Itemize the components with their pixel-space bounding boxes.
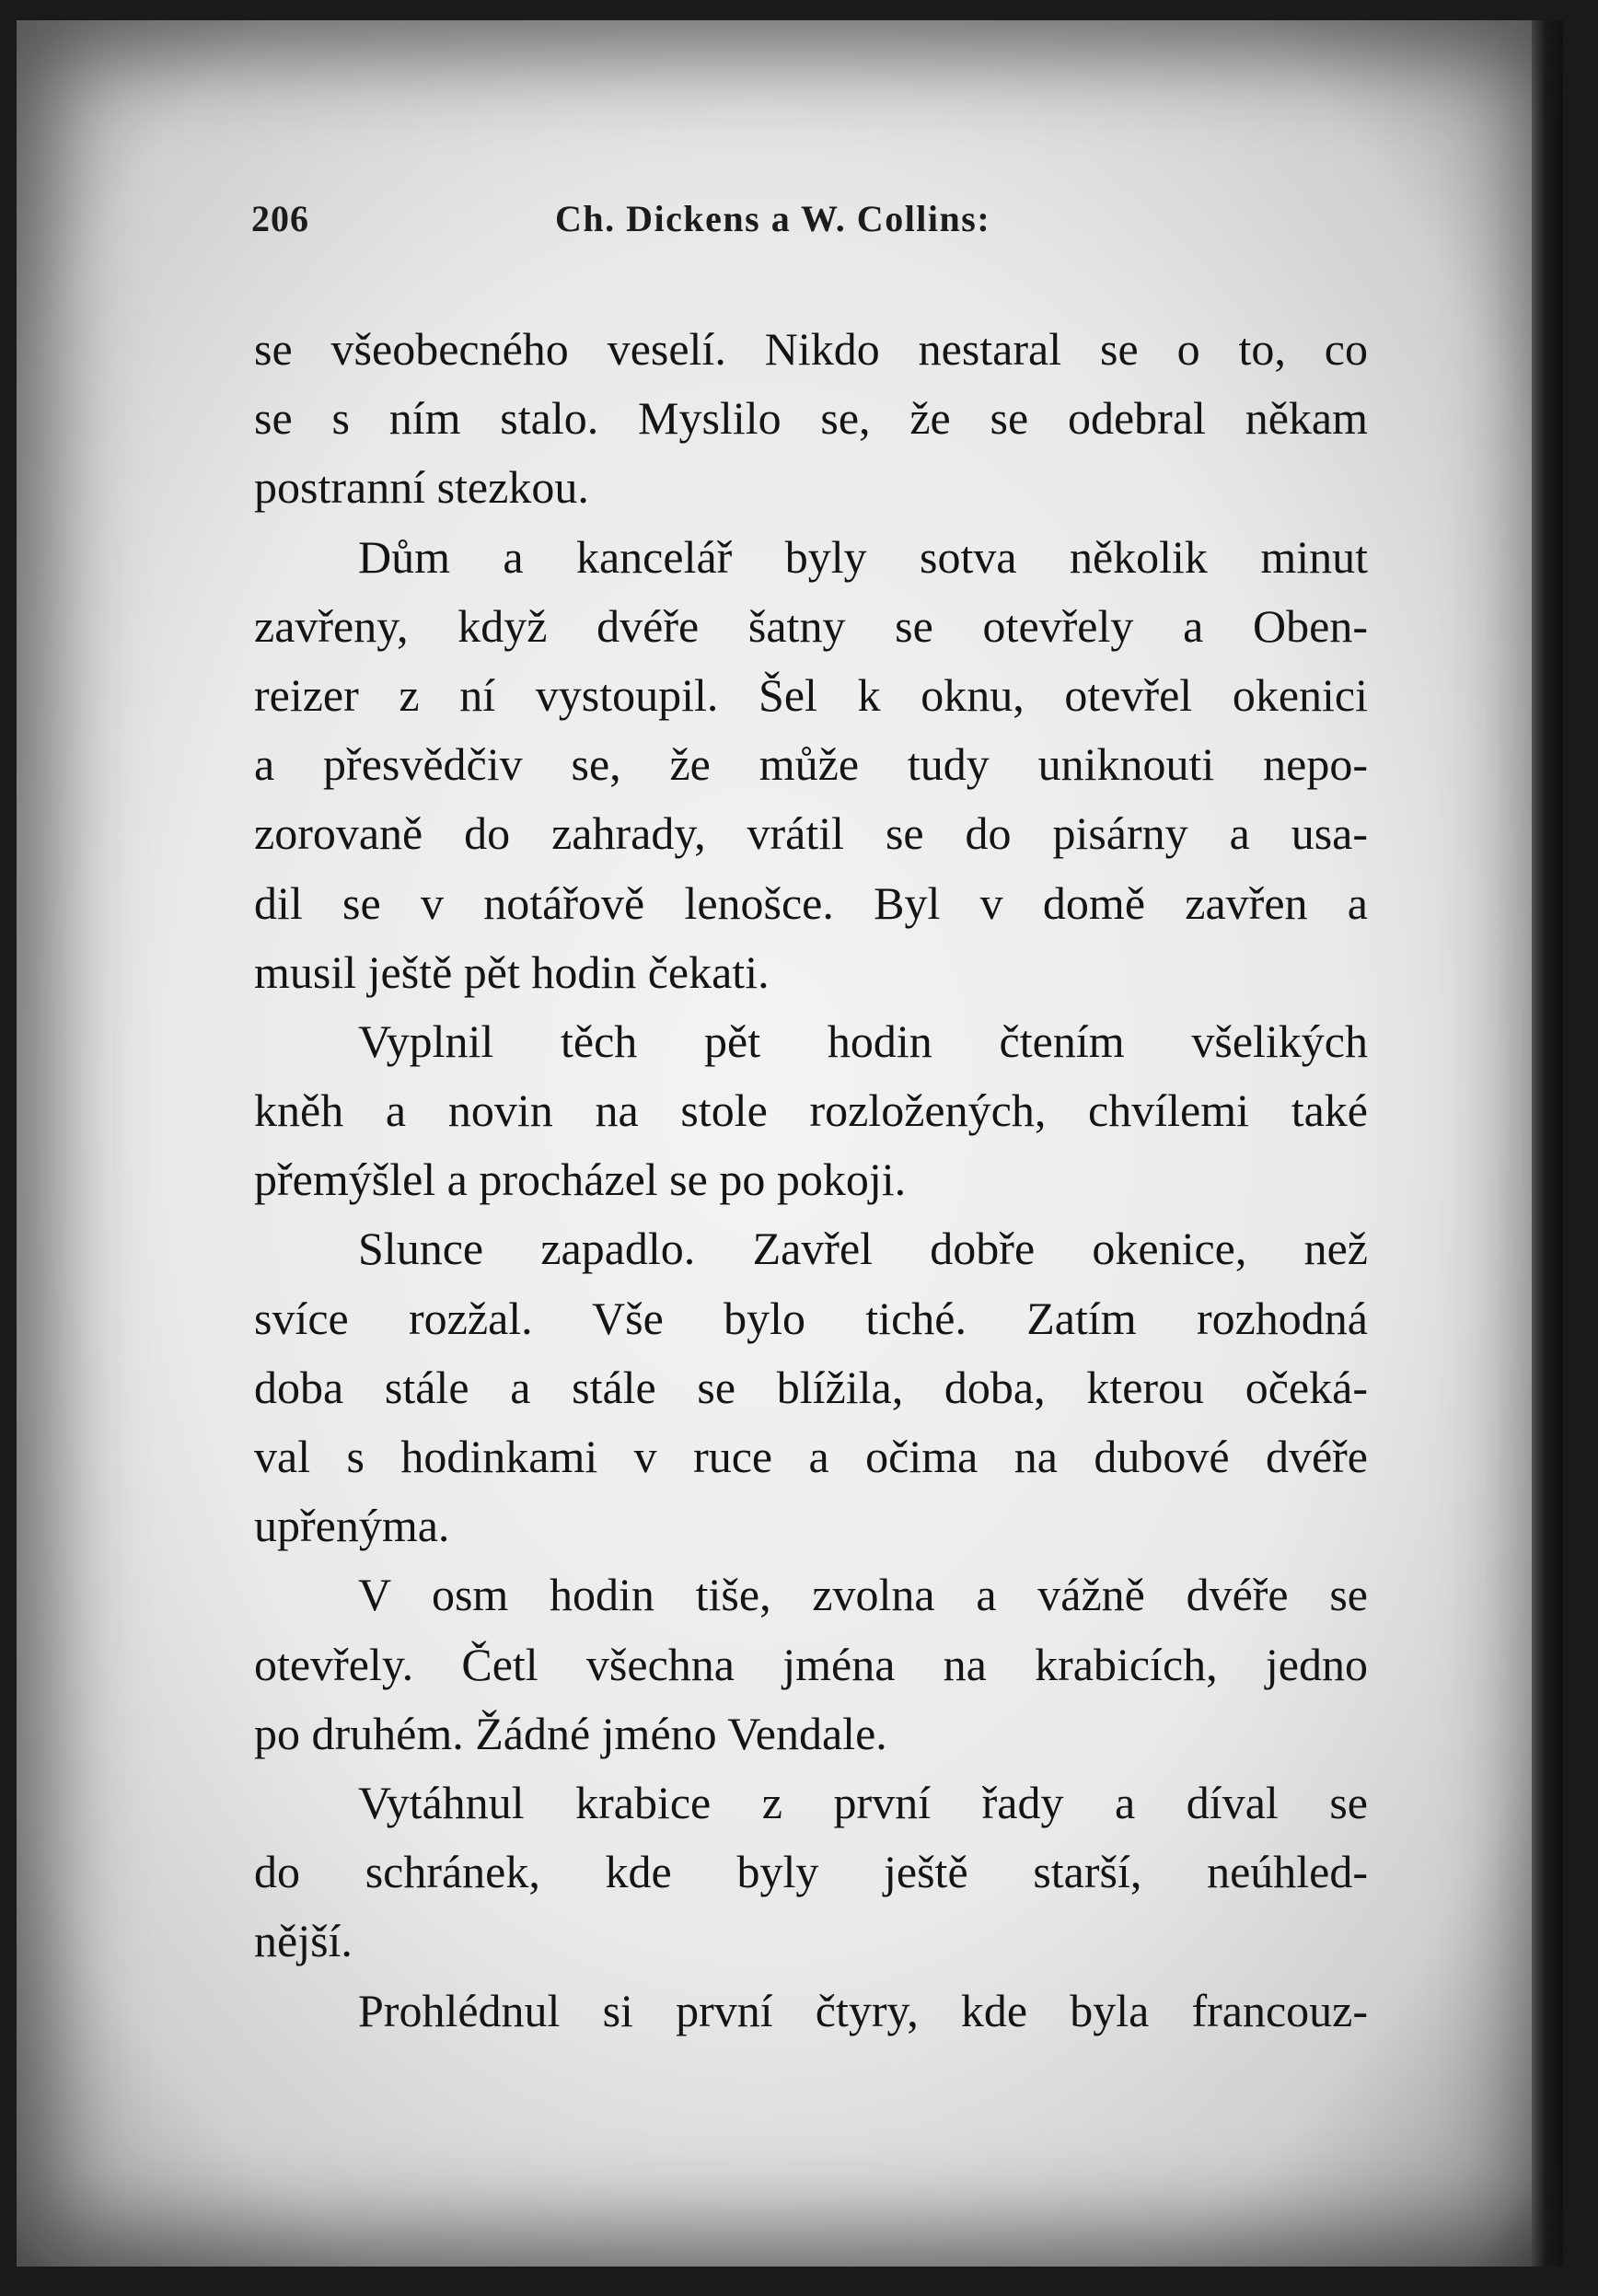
text-line: dil se v notářově lenošce. Byl v domě zavřen a xyxy=(254,876,1368,929)
text-line: po druhém. Žádné jméno Vendale. xyxy=(254,1707,887,1759)
text-line: Vyplnil těch pět hodin čtením všelikých xyxy=(358,1015,1368,1067)
text-line: do schránek, kde byly ještě starší, neúhled- xyxy=(254,1846,1368,1898)
text-line: musil ještě pět hodin čekati. xyxy=(254,945,770,998)
page-header xyxy=(251,197,1080,252)
text-line: svíce rozžal. Vše bylo tiché. Zatím rozhodná xyxy=(254,1292,1368,1344)
text-line: otevřely. Četl všechna jména na krabicích, jedno xyxy=(254,1638,1368,1690)
text-line: přemýšlel a procházel se po pokoji. xyxy=(254,1154,907,1206)
text-line: Slunce zapadlo. Zavřel dobře okenice, než xyxy=(358,1223,1368,1275)
text-line: Dům a kancelář byly sotva několik minut xyxy=(358,530,1368,583)
text-line: se s ním stalo. Myslilo se, že se odebral někam xyxy=(254,392,1368,445)
book-page xyxy=(17,20,1563,2267)
text-line: nější. xyxy=(254,1915,353,1967)
text-line: V osm hodin tiše, zvolna a vážně dvéře se xyxy=(358,1569,1368,1621)
scan-page-edge xyxy=(1532,20,1563,2267)
running-title: Ch. Dickens a W. Collins: xyxy=(555,198,991,239)
body-text xyxy=(254,315,1368,2046)
text-line: postranní stezkou. xyxy=(254,461,589,514)
text-line: kněh a novin na stole rozložených, chvílemi také xyxy=(254,1084,1368,1137)
page-number: 206 xyxy=(251,198,309,239)
text-line: se všeobecného veselí. Nikdo nestaral se o to, co xyxy=(254,323,1368,375)
text-line: zavřeny, když dvéře šatny se otevřely a Oben- xyxy=(254,599,1368,652)
text-line: val s hodinkami v ruce a očima na dubové dvéře xyxy=(254,1431,1368,1482)
text-line: upřenýma. xyxy=(254,1500,450,1552)
text-line: Prohlédnul si první čtyry, kde byla francouz- xyxy=(358,1984,1368,2036)
text-line: Vytáhnul krabice z první řady a díval se xyxy=(358,1776,1368,1828)
text-line: doba stále a stále se blížila, doba, kterou očeká- xyxy=(254,1361,1368,1413)
text-line: a přesvědčiv se, že může tudy uniknouti nepo- xyxy=(254,738,1368,791)
text-line: zorovaně do zahrady, vrátil se do pisárny a usa- xyxy=(254,807,1368,860)
text-line: reizer z ní vystoupil. Šel k oknu, otevřel okenici xyxy=(254,668,1368,721)
